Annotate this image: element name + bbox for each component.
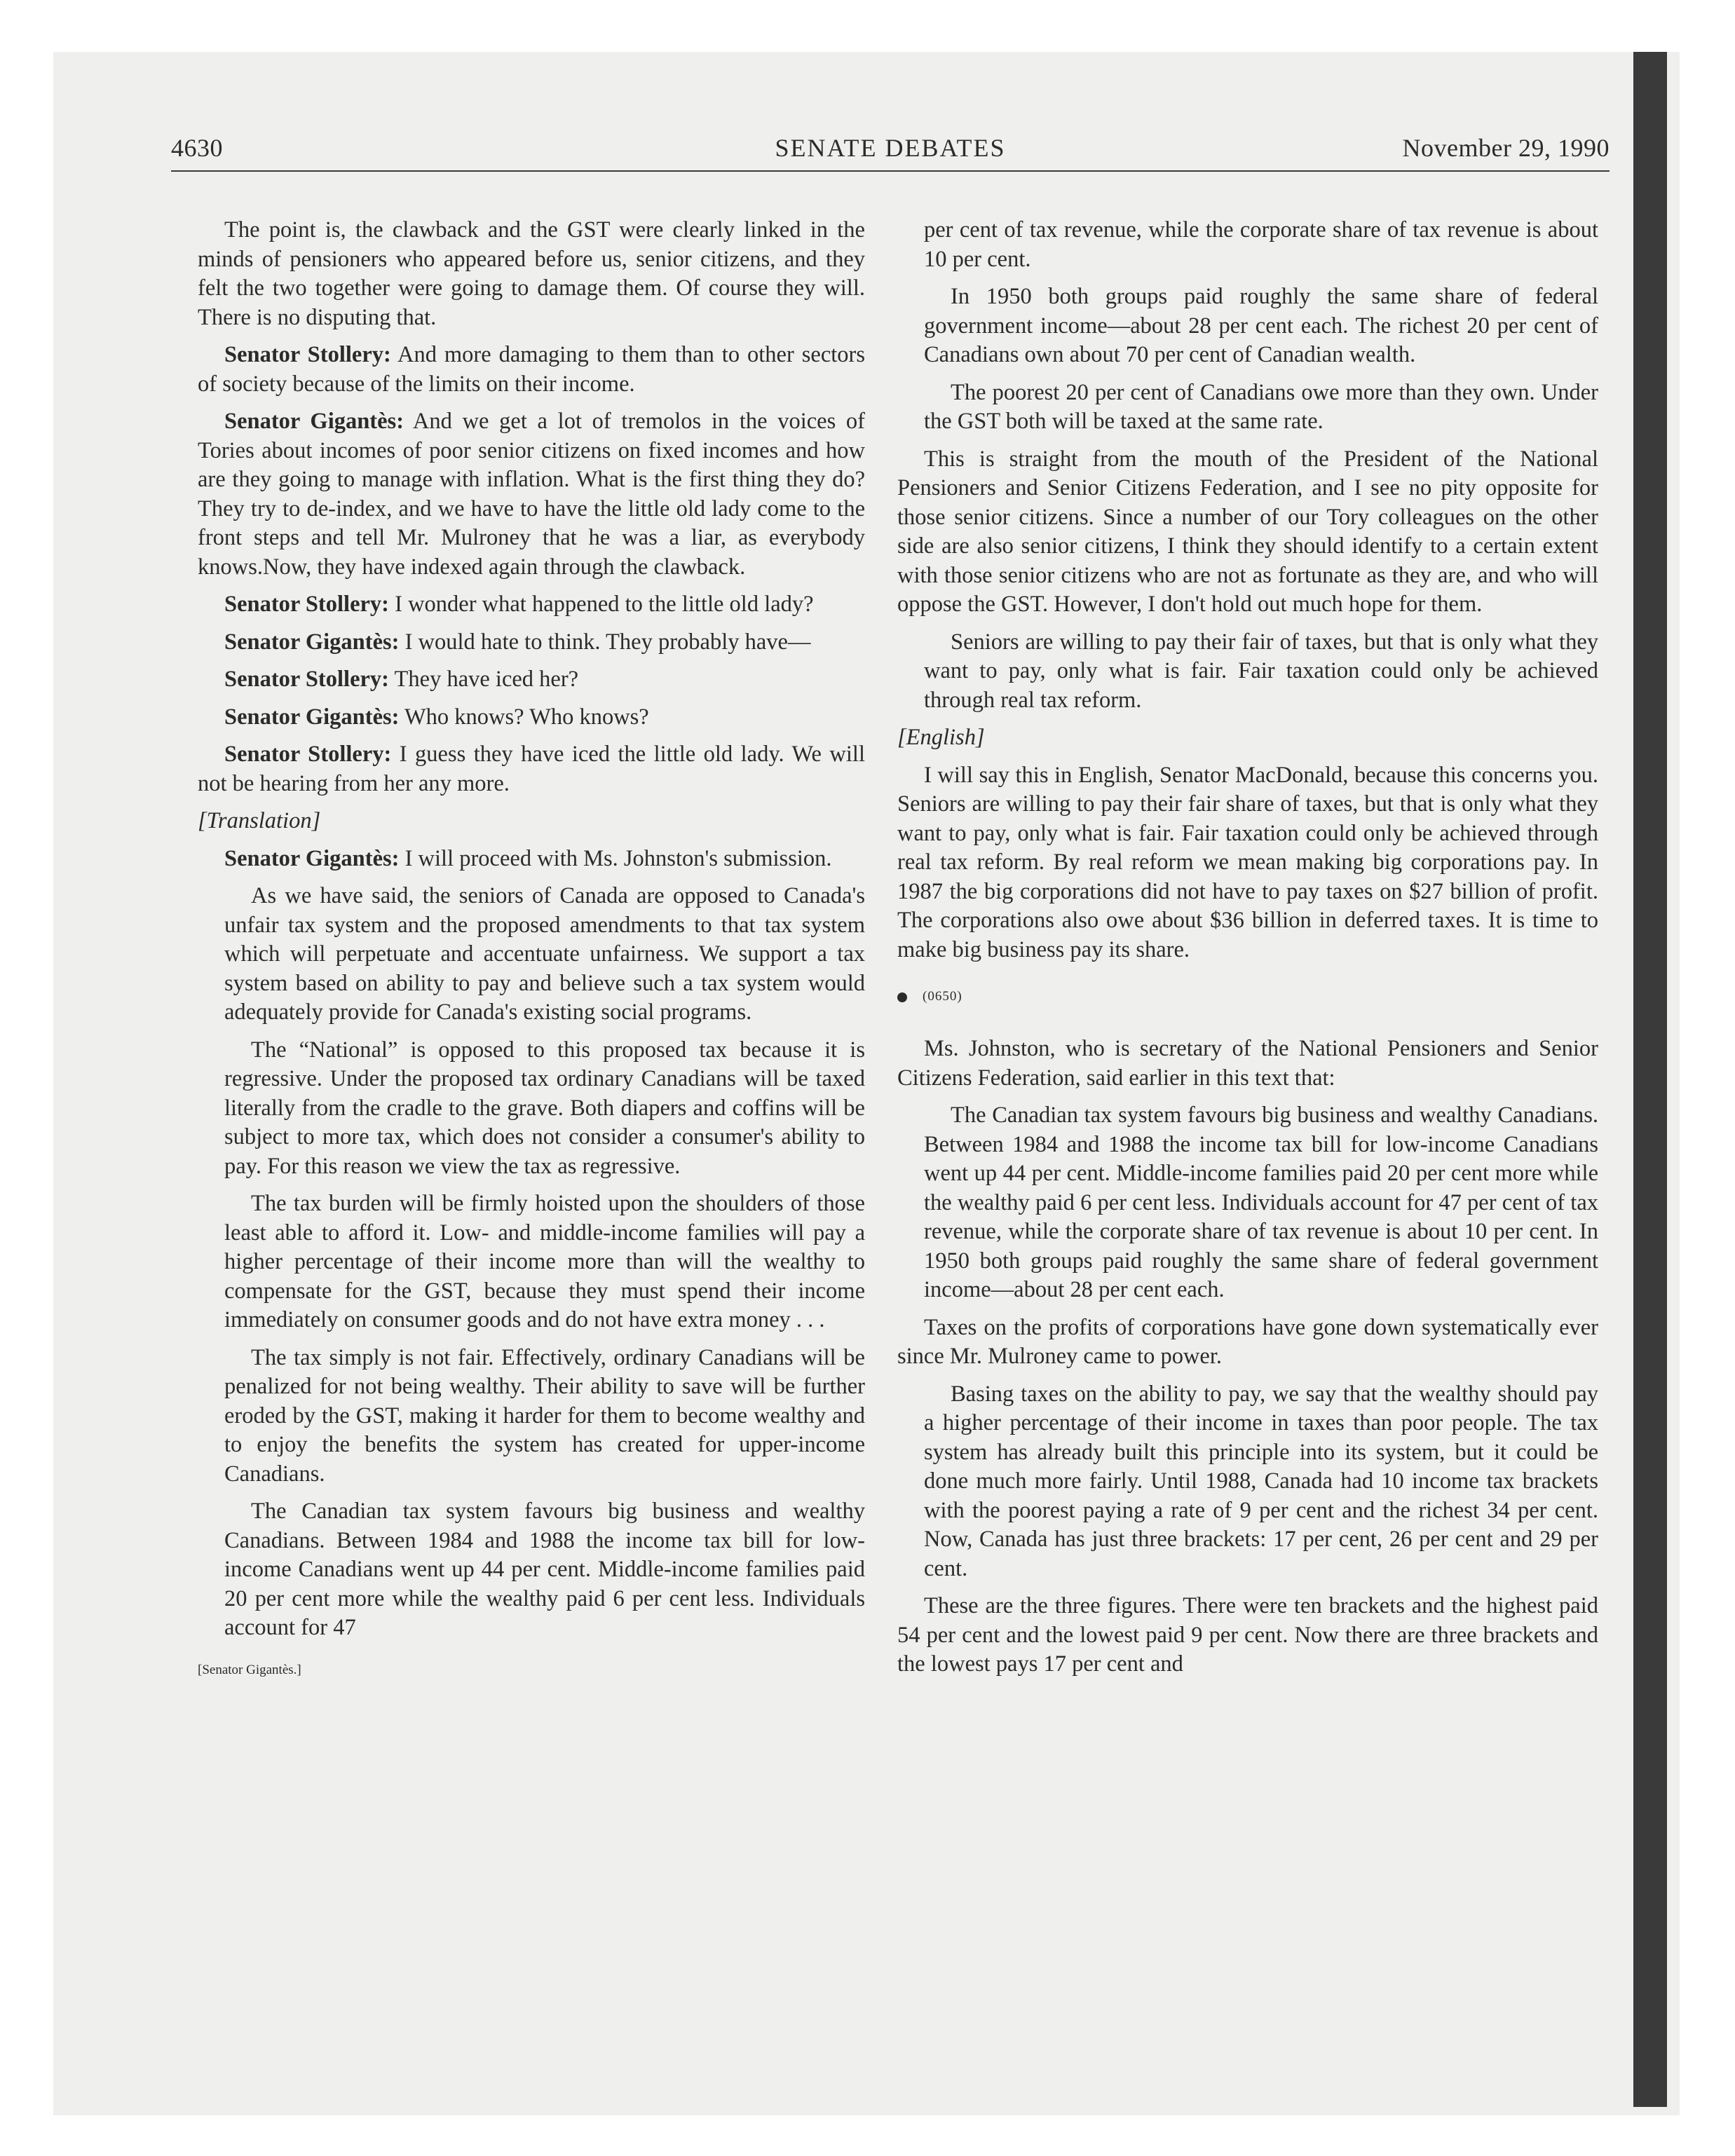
speaker-name: Senator Stollery: xyxy=(224,667,389,692)
block-quote: The Canadian tax system favours big business and wealthy Canadians. Between 1984 and 1988 the income tax bill for low-income Canadians went up 44 per cent. Middle-income families paid 20 per cent more while the wealthy paid 6 per cent less. Individuals account for 47 per cent of tax revenue, while the corporate share of tax revenue is about 10 per cent. In 1950 both groups paid roughly the same share of federal government income—about 28 per cent each. xyxy=(924,1103,1598,1302)
block-quote: In 1950 both groups paid roughly the same share of federal government income—about 28 per cent each. The richest 20 per cent of Canadians own about 70 per cent of Canadian wealth. xyxy=(924,284,1598,367)
bullet-dot-icon xyxy=(897,992,907,1002)
block-quote: per cent of tax revenue, while the corporate share of tax revenue is about 10 per cent. xyxy=(924,217,1598,272)
block-quote: The tax burden will be firmly hoisted upon the shoulders of those least able to afford it. Low- and middle-income families will pay a higher percentage of their income more than will the wealthy to compensate for the GST, because they must spend their income immediately on consumer goods and do not have extra money . . . xyxy=(224,1191,865,1332)
speech xyxy=(198,407,865,582)
speech xyxy=(198,845,865,874)
time-marker xyxy=(897,983,1598,1011)
speech xyxy=(198,740,865,798)
speech xyxy=(198,703,865,732)
block-quote: The Canadian tax system favours big business and wealthy Canadians. Between 1984 and 1988 the income tax bill for low-income Canadians went up 44 per cent. Middle-income families paid 20 per cent more while the wealthy paid 6 per cent less. Individuals account for 47 xyxy=(224,1499,865,1640)
page-header xyxy=(171,133,1610,172)
speech xyxy=(198,590,865,620)
paragraph: The point is, the clawback and the GST were clearly linked in the minds of pensioners who appeared before us, senior citizens, and they felt the two together were going to damage them. Of course they will. There is no disputing that. xyxy=(198,217,865,330)
speech xyxy=(198,341,865,399)
speech-text: They have iced her? xyxy=(389,667,579,692)
speech-text: And more damaging to them than to other sectors of society because of the limits on their income. xyxy=(198,342,866,397)
publication-title: SENATE DEBATES xyxy=(775,134,1006,162)
speaker-name: Senator Gigantès: xyxy=(224,704,400,730)
speech-text: I wonder what happened to the little old lady? xyxy=(389,592,814,617)
paragraph: Ms. Johnston, who is secretary of the National Pensioners and Senior Citizens Federation, said earlier in this text that: xyxy=(897,1036,1598,1091)
right-column xyxy=(897,216,1598,1688)
speech-text: Who knows? Who knows? xyxy=(399,704,649,730)
speaker-name: Senator Stollery: xyxy=(224,342,391,367)
speaker-name: Senator Gigantès: xyxy=(224,629,400,655)
english-tag: [English] xyxy=(897,725,985,750)
block-quote: The tax simply is not fair. Effectively, ordinary Canadians will be penalized for not being wealthy. Their ability to save will be further eroded by the GST, making it harder for them to become wealthy and to enjoy the benefits the system has created for upper-income Canadians. xyxy=(224,1344,865,1487)
header-rule xyxy=(171,170,1610,172)
speech-text: I guess they have iced the little old lady. We will not be hearing from her any more. xyxy=(198,742,865,796)
time-marker-text: (0650) xyxy=(923,989,962,1004)
paragraph: Taxes on the profits of corporations have gone down systematically ever since Mr. Mulroney came to power. xyxy=(897,1314,1598,1369)
speaker-name: Senator Gigantès: xyxy=(224,409,404,434)
block-quote: The “National” is opposed to this proposed tax because it is regressive. Under the proposed tax ordinary Canadians will be taxed literally from the cradle to the grave. Both diapers and coffins will be subject to more tax, which does not consider a consumer's ability to pay. For this reason we view the tax as regressive. xyxy=(224,1037,865,1179)
scan-edge-bar xyxy=(1633,52,1667,2107)
speaker-name: Senator Stollery: xyxy=(224,592,389,617)
speech-text: I would hate to think. They probably have— xyxy=(399,629,811,655)
translation-tag: [Translation] xyxy=(198,808,321,833)
block-quote: Seniors are willing to pay their fair of taxes, but that is only what they want to pay, only what is fair. Fair taxation could only be achieved through real tax reform. xyxy=(924,629,1598,713)
block-quote: Basing taxes on the ability to pay, we say that the wealthy should pay a higher percentage of their income in taxes than poor people. The tax system has already built this principle into its system, but it could be done much more fairly. Until 1988, Canada had 10 income tax brackets with the poorest paying a rate of 9 per cent and the richest 34 per cent. Now, Canada has just three brackets: 17 per cent, 26 per cent and 29 per cent. xyxy=(924,1381,1598,1581)
speech-text: I will proceed with Ms. Johnston's submission. xyxy=(399,845,832,871)
paragraph: These are the three figures. There were ten brackets and the highest paid 54 per cent and the lowest paid 9 per cent. Now there are three brackets and the lowest pays 17 per cent and xyxy=(897,1593,1598,1677)
block-quote: The poorest 20 per cent of Canadians owe more than they own. Under the GST both will be taxed at the same rate. xyxy=(924,379,1598,434)
speech-text: And we get a lot of tremolos in the voices of Tories about incomes of poor senior citizens on fixed incomes and how are they going to manage with inflation. What is the first thing they do? They try to de-index, and we have to have the little old lady come to the front steps and tell Mr. Mulroney that he was a liar, as everybody knows.Now, they have indexed again through the clawback. xyxy=(198,409,865,580)
speech xyxy=(198,665,865,695)
paragraph: I will say this in English, Senator MacDonald, because this concerns you. Seniors are willing to pay their fair share of taxes, but that is only what they want to pay, only what is fair. Fair taxation could only be achieved through real tax reform. By real reform we mean making big corporations pay. In 1987 the big corporations did not have to pay taxes on $27 billion of profit. The corporations also owe about $36 billion in deferred taxes. It is time to make big business pay its share. xyxy=(897,762,1598,962)
paragraph: This is straight from the mouth of the President of the National Pensioners and Senior Citizens Federation, and I see no pity opposite for those senior citizens. Since a number of our Tory colleagues on the other side are also senior citizens, I think they should identify to a certain extent with those senior citizens who are not as fortunate as they are, and who will oppose the GST. However, I don't hold out much hope for them. xyxy=(897,446,1598,617)
page-number: 4630 xyxy=(171,134,223,162)
publication-date: November 29, 1990 xyxy=(1402,134,1610,162)
block-quote: As we have said, the seniors of Canada are opposed to Canada's unfair tax system and the proposed amendments to that tax system which will perpetuate and accentuate unfairness. We support a tax system based on ability to pay and believe such a tax system would adequately provide for Canada's existing social programs. xyxy=(224,883,865,1025)
speaker-name: Senator Stollery: xyxy=(224,742,392,767)
left-column xyxy=(198,216,865,1693)
running-speaker-note: [Senator Gigantès.] xyxy=(198,1662,301,1677)
speech xyxy=(198,628,865,657)
speaker-name: Senator Gigantès: xyxy=(224,845,400,871)
